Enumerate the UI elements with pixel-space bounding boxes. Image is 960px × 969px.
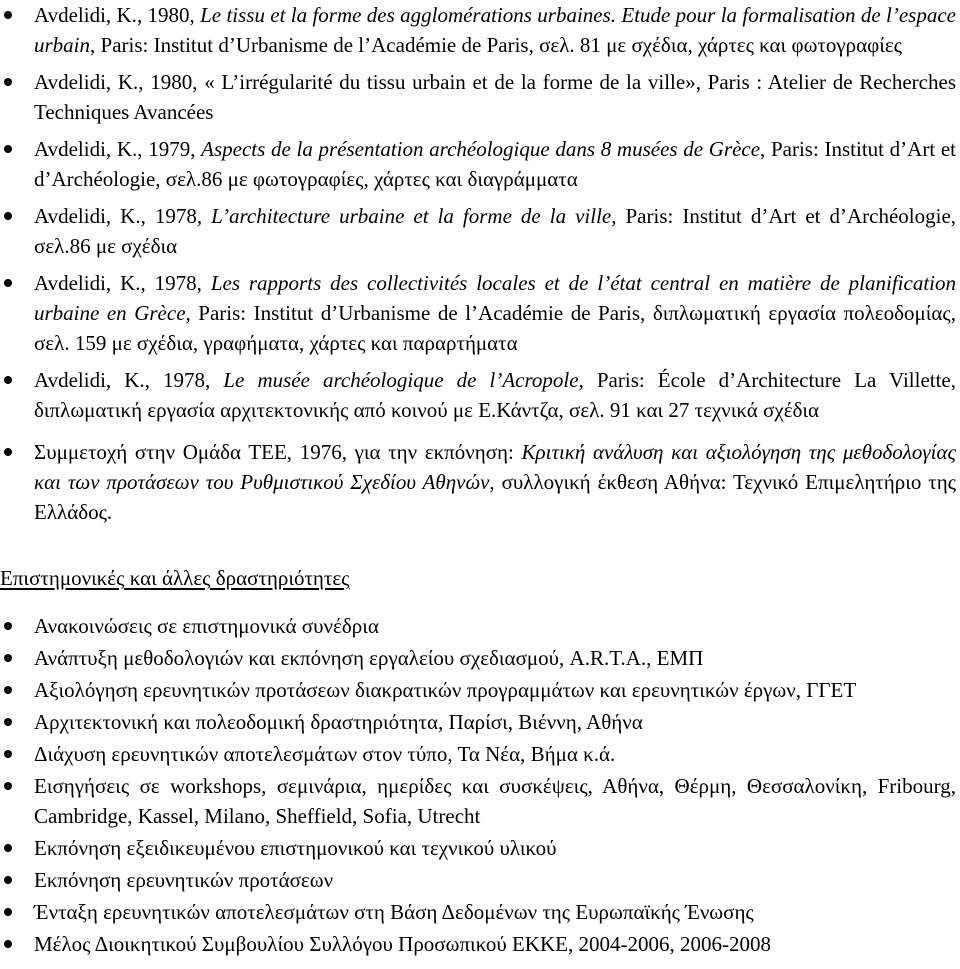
publication-year: , 1979, [137, 137, 202, 161]
publication-details: , Paris: Institut d’Art et d’Archéologie, σελ.86 με φωτογραφίες, χάρτες και διαγράμματα [34, 137, 956, 191]
section-heading: Επιστημονικές και άλλες δραστηριότητες [0, 566, 350, 590]
publication-details: « L’irrégularité du tissu urbain et de la forme de la ville», Paris : Atelier de Recherches Techniques Avancées [34, 70, 956, 124]
publication-author: Συμμετοχή στην Ομάδα ΤΕΕ, 1976, για την εκπόνηση: [34, 440, 522, 464]
publication-author: Avdelidi, K. [34, 204, 141, 228]
publication-item [0, 365, 956, 425]
activity-item: Ανάπτυξη μεθοδολογιών και εκπόνηση εργαλείου σχεδιασμού, A.R.T.A., ΕΜΠ [0, 643, 956, 673]
publication-author: Avdelidi, K. [34, 271, 141, 295]
activity-item: Εκπόνηση ερευνητικών προτάσεων [0, 865, 956, 895]
activities-list [0, 611, 956, 959]
publication-year: , 1980, [136, 3, 201, 27]
publication-year: , 1980, [138, 70, 205, 94]
publication-item [0, 268, 956, 358]
publication-details: Paris: Institut d’Art et d’Archéologie, σελ.86 με σχέδια [34, 204, 957, 258]
publication-title: L’architecture urbaine et la forme de la ville, [211, 204, 617, 228]
publication-author: Avdelidi, K. [34, 70, 139, 94]
publication-year: , 1978, [144, 368, 224, 392]
publication-details: Paris: Institut d’Urbanisme de l’Académie de Paris, διπλωματική εργασία πολεοδομίας, σελ. 159 με σχέδια, γραφήματα, χάρτες και παραρτήματα [34, 301, 956, 355]
activity-item: Εισηγήσεις σε workshops, σεμινάρια, ημερίδες και συσκέψεις, Αθήνα, Θέρμη, Θεσσαλονίκη, Fribourg, Cambridge, Kassel, Milano, Sheffield, Sofia, Utrecht [0, 771, 956, 831]
publication-item [0, 67, 956, 127]
publication-title: Κριτική ανάλυση και αξιολόγηση της μεθοδολογίας και των προτάσεων του Ρυθμιστικού Σχεδίου Αθηνών [34, 440, 957, 494]
publication-author: Avdelidi, K. [34, 137, 138, 161]
publication-details: , Paris: Institut d’Urbanisme de l’Académie de Paris, σελ. 81 με σχέδια, χάρτες και φωτογραφίες [90, 33, 902, 57]
publication-item [0, 0, 956, 60]
publication-item [0, 201, 956, 261]
publication-title: Les rapports des collectivités locales et de l’état central en matière de planification urbaine en Grèce, [34, 271, 956, 325]
publication-title: Le tissu et la forme des agglomérations urbaines. Etude pour la formalisation de l’espace urbain [34, 3, 956, 57]
activity-item: Μέλος Διοικητικού Συμβουλίου Συλλόγου Προσωπικού ΕΚΚΕ, 2004-2006, 2006-2008 [0, 929, 956, 959]
activity-item: Αρχιτεκτονική και πολεοδομική δραστηριότητα, Παρίσι, Βιέννη, Αθήνα [0, 707, 956, 737]
publication-details: , συλλογική έκθεση Αθήνα: Τεχνικό Επιμελητήριο της Ελλάδος. [34, 470, 956, 524]
publication-item [0, 134, 956, 194]
publication-author: Avdelidi, K. [34, 3, 137, 27]
activity-item: Ανακοινώσεις σε επιστημονικά συνέδρια [0, 611, 956, 641]
publication-title: Aspects de la présentation archéologique dans 8 musées de Grèce [201, 137, 761, 161]
activity-item: Διάχυση ερευνητικών αποτελεσμάτων στον τύπο, Τα Νέα, Βήμα κ.ά. [0, 739, 956, 769]
publication-year: , 1978, [140, 271, 211, 295]
publication-author: Avdelidi, K. [34, 368, 145, 392]
activity-item: Αξιολόγηση ερευνητικών προτάσεων διακρατικών προγραμμάτων και ερευνητικών έργων, ΓΓΕΤ [0, 675, 956, 705]
publication-title: Le musée archéologique de l’Acropole [223, 368, 579, 392]
publication-details: , Paris: École d’Architecture La Villette, διπλωματική εργασία αρχιτεκτονικής από κοινού με Ε.Κάντζα, σελ. 91 και 27 τεχνικά σχέδια [34, 368, 957, 422]
activity-item: Εκπόνηση εξειδικευμένου επιστημονικού και τεχνικού υλικού [0, 833, 956, 863]
activity-item: Ένταξη ερευνητικών αποτελεσμάτων στη Βάση Δεδομένων της Ευρωπαϊκής Ένωσης [0, 897, 956, 927]
publication-year: , 1978, [140, 204, 212, 228]
publication-item [0, 437, 956, 527]
